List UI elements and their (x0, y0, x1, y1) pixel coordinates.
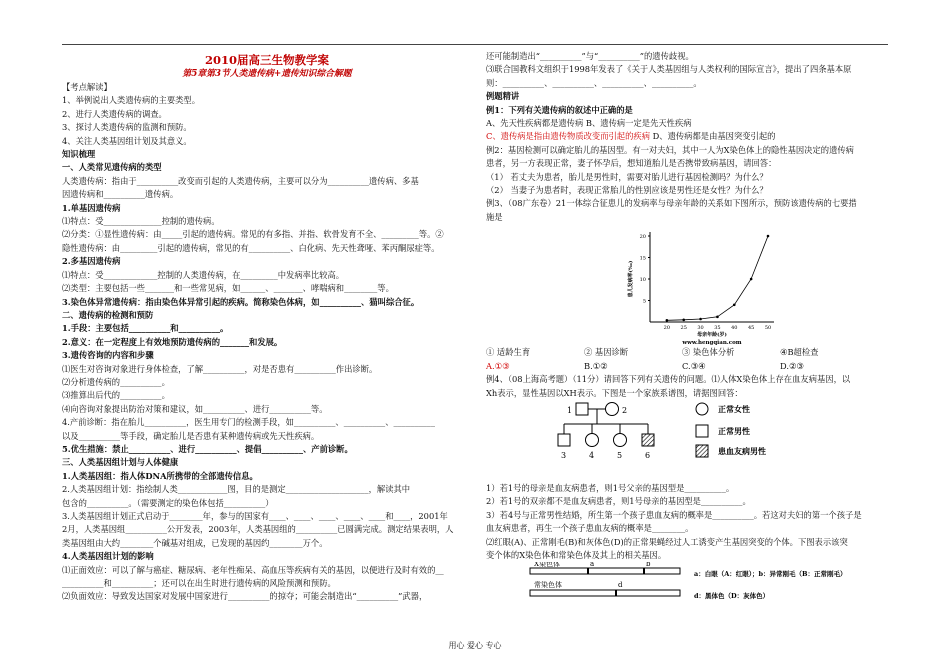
legend-female: 正常女性 (718, 403, 750, 414)
label-5: 5 (617, 450, 623, 460)
right-text-top (486, 50, 886, 224)
pedigree-4 (586, 433, 599, 446)
legend-male-icon (696, 425, 708, 437)
answer-a: A.①③ (486, 360, 510, 371)
x-tick-label: 20 (663, 325, 671, 332)
x-chrom-label: X染色体 (534, 562, 560, 569)
answer-b: B.①② (584, 360, 608, 371)
text-line: 【考点解读】 (62, 82, 112, 92)
watermark: www.hengqian.com (682, 340, 742, 347)
text-line: __________和__________；还可以在出生时进行遗传病的风险预测和预防。 (62, 578, 336, 589)
text-line: 例2：基因检测可以确定胎儿的基因型。有一对夫妇，其中一人为X染色体上的隐性基因决定的遗传病 (486, 144, 854, 155)
chromosome-svg (526, 562, 846, 618)
text-line: 2.人类基因组计划：指绘制人类____________图，目的是测定____________________，解读其中 (62, 484, 411, 495)
text-line: 患者，另一方表现正常，妻子怀孕后，想知道胎儿是否携带致病基因，请回答： (486, 158, 777, 169)
text-line: ⑵负面效应：导致发达国家对发展中国家进行__________的掠夺；可能会制造出“__________”武器， (62, 591, 428, 602)
text-line: 变个体的X染色体和常染色体及其上的相关基因。 (486, 549, 667, 560)
page-subtitle: 第5章第3节人类遗传病+遗传知识综合解题 (182, 69, 352, 79)
legend-female-icon (696, 403, 708, 415)
text-line: ⑵分析遗传病的__________。 (62, 376, 170, 387)
text-line: 2月，人类基因组__________公开发表，2003年，人类基因组的__________已圆满完成。测定结果表明，人 (62, 524, 454, 535)
pedigree-5 (614, 433, 627, 446)
text-line: 3.染色体异常遗传病：指由染色体异常引起的疾病。简称染色体病，如__________、猫叫综合征。 (62, 296, 420, 307)
text-line: 3）若4号与正常男性结婚，所生第一个孩子患血友病的概率是__________。若这对夫妇的第一个孩子是 (486, 509, 862, 520)
text-line: 2.意义：在一定程度上有效地预防遗传病的_______和发展。 (62, 336, 283, 347)
legend-affected-icon (696, 445, 708, 457)
text-line: 例1：下列有关遗传病的叙述中正确的是 (486, 104, 633, 115)
label-1: 1 (567, 405, 573, 415)
page-footer: 用心 爱心 专心 (448, 641, 502, 650)
legend-affected: 患血友病男性 (718, 445, 766, 456)
text-line: C、遗传病是指由遗传物质改变而引起的疾病 D、遗传病都是由基因突变引起的 (486, 131, 776, 142)
pedigree-3 (558, 434, 570, 446)
text-line: 包含的__________。（需要测定的染色体包括__________） (62, 497, 274, 508)
text-line: 1.手段：主要包括__________和__________。 (62, 323, 229, 334)
text-line: 3.遗传咨询的内容和步骤 (62, 350, 154, 361)
text-line: ⑴医生对咨询对象进行身体检查，了解__________，对是否患有__________作出诊断。 (62, 363, 378, 374)
text-line: ⑷向咨询对象提出防治对策和建议，如__________、进行__________等。 (62, 403, 328, 414)
text-line: 知识梳理 (62, 149, 96, 160)
text-line: 1）若1号的母亲是血友病患者，则1号父亲的基因型是__________。 (486, 482, 735, 493)
option-2: ② 基因诊断 (584, 347, 629, 358)
text-line: 三、人类基因组计划与人体健康 (62, 457, 179, 468)
text-line: （2） 当妻子为患者时，表现正常胎儿的性别应该是男性还是女性？为什么？ (486, 185, 768, 196)
text-line: 一、人类常见遗传病的类型 (62, 162, 162, 173)
answer-d: D.②③ (780, 360, 804, 371)
data-point (733, 304, 736, 307)
x-tick-label: 35 (714, 325, 721, 332)
left-text-block (62, 81, 472, 604)
data-point (750, 278, 753, 281)
age-incidence-graph (616, 224, 786, 346)
text-line: ⑵类型：主要包括一些_______和一些常见病，如______、_______、哮喘病和________等。 (62, 283, 394, 294)
text-line: 2.多基因遗传病 (62, 256, 121, 267)
answer-c: C.③④ (682, 360, 706, 371)
chromosome-diagram (526, 562, 846, 618)
pedigree-svg (506, 400, 836, 482)
text-line: 2）若1号的双亲都不是血友病患者，则1号母亲的基因型是__________。 (486, 496, 751, 507)
page-title: 2010届高三生物教学案 (204, 53, 329, 67)
text-line: 类基因组由大约________个碱基对组成，已发现的基因约________万个。 (62, 537, 328, 548)
x-chromosome (530, 568, 680, 574)
graph-svg (616, 224, 786, 346)
text-line: 例3、（08广东卷）21一体综合征患儿的发病率与母亲年龄的关系如下图所示，预防该遗传病的七要措 (486, 198, 857, 209)
y-tick-label: 20 (639, 234, 646, 241)
text-line: 因遗传病和__________遗传病。 (62, 189, 179, 200)
text-line: ⑴特点：受______________控制的遗传病。 (62, 216, 220, 227)
data-point (682, 319, 685, 322)
example3-answers (486, 360, 886, 373)
label-3: 3 (561, 450, 567, 460)
x-tick-label: 45 (747, 325, 755, 332)
option-3: ③ 染色体分析 (682, 347, 735, 358)
gene-b: b (646, 562, 651, 569)
text-line: 4.产前诊断：指在胎儿__________，医生用专门的检测手段，如__________、__________、__________ (62, 417, 435, 428)
incidence-curve (667, 236, 768, 320)
text-line: ⑶推算出后代的__________。 (62, 390, 170, 401)
gene-a: a (590, 562, 595, 569)
text-line: 1.人类基因组：指人体DNA所携带的全部遗传信息。 (62, 470, 258, 481)
data-point (716, 316, 719, 319)
text-line: 3.人类基因组计划正式启动于________年，参与的国家有____、____、____、____、____和____，2001年 (62, 511, 448, 521)
y-axis-label: 患儿发病率(‰) (628, 260, 634, 298)
pedigree-6 (642, 434, 654, 446)
x-axis-label: 母亲年龄(岁) (697, 332, 727, 339)
text-line: 隐性遗传病：由_________引起的遗传病，常见的有__________、白化病、先天性聋哑、苯丙酮尿症等。 (62, 242, 440, 253)
chrom-legend-1: a：白眼（A：红眼）；b：异常刚毛（B：正常刚毛） (694, 570, 846, 579)
text-line: 4、关注人类基因组计划及其意义。 (62, 135, 192, 146)
right-text-mid (486, 373, 886, 400)
text-line: 还可能制造出“__________”与“__________”的遗传歧视。 (486, 51, 694, 61)
gene-d: d (618, 581, 623, 590)
text-line: 则：__________、__________、__________、__________。 (486, 77, 702, 88)
example3-options (486, 346, 886, 359)
x-tick-label: 25 (680, 325, 687, 332)
x-tick-label: 50 (764, 325, 772, 332)
data-point (666, 319, 669, 322)
text-line: 施是 (486, 211, 503, 222)
legend-male: 正常男性 (718, 425, 750, 436)
text-line: 例题精讲 (486, 91, 520, 102)
text-line: ⑴特点：受_____________控制的人类遗传病，在_________中发病率比较高。 (62, 269, 345, 280)
data-point (699, 318, 702, 321)
option-1: ① 适龄生育 (486, 347, 531, 358)
text-line: ⑵分类：①显性遗传病：由_____引起的遗传病。常见的有多指、并指、软骨发育不全、_________等。② (62, 229, 444, 240)
text-line: 例4、（08上海高考题）（11分）请回答下列有关遗传的问题。⑴人体X染色体上存在血友病基因，以 (486, 374, 851, 385)
text-line: ⑶联合国教科文组织于1998年发表了《关于人类基因组与人类权利的国际宣言》，提出了四条基本原 (486, 64, 852, 75)
text-line: ⑵红眼(A)、正常刚毛(B)和灰体色(D)的正常果蝇经过人工诱变产生基因突变的个体。下图表示该突 (486, 536, 848, 547)
chrom-legend-2: d：黑体色（D：灰体色） (694, 592, 770, 601)
x-tick-label: 30 (697, 325, 704, 332)
left-column (62, 50, 472, 604)
data-point (767, 235, 770, 238)
label-4: 4 (589, 450, 595, 460)
right-column (486, 50, 886, 618)
text-line: 人类遗传病：指由于__________改变而引起的人类遗传病，主要可以分为__________遗传病、多基 (62, 175, 419, 186)
text-line: Xh表示，显性基因以XH表示。下图是一个家族系谱图，请据图回答： (486, 387, 743, 398)
text-line: 2、进行人类遗传病的调查。 (62, 108, 167, 119)
text-line: 二、遗传病的检测和预防 (62, 309, 154, 320)
text-line: （1） 若丈夫为患者，胎儿是男性时，需要对胎儿进行基因检测吗？为什么？ (486, 171, 768, 182)
y-tick-label: 10 (639, 277, 646, 284)
text-line: ⑴正面效应：可以了解与癌症、糖尿病、老年性痴呆、高血压等疾病有关的基因，以便进行及时有效的__ (62, 564, 444, 575)
label-2: 2 (622, 405, 628, 415)
autosome-label: 常染色体 (534, 581, 562, 590)
text-line: 1、举例说出人类遗传病的主要类型。 (62, 95, 201, 106)
y-tick-label: 15 (639, 255, 646, 262)
pedigree-1 (576, 403, 588, 415)
label-6: 6 (645, 450, 651, 460)
text-line: 血友病患者，再生一个孩子患血友病的概率是________。 (486, 523, 694, 534)
text-line: 4.人类基因组计划的影响 (62, 551, 154, 562)
y-tick-label: 5 (642, 298, 646, 305)
text-line: 以及__________等手段，确定胎儿是否患有某种遗传病或先天性疾病。 (62, 430, 320, 441)
right-text-bottom (486, 482, 886, 562)
x-tick-label: 40 (731, 325, 738, 332)
text-line: 3、探讨人类遗传病的监测和预防。 (62, 122, 192, 133)
pedigree-2 (606, 402, 619, 415)
pedigree-chart (506, 400, 836, 482)
option-4: ④B超检查 (780, 347, 819, 358)
text-line: 5.优生措施：禁止__________、进行__________、提倡__________、产前诊断。 (62, 443, 353, 454)
text-line: 1.单基因遗传病 (62, 202, 121, 213)
autosome (530, 590, 680, 596)
header-rule (62, 44, 888, 45)
text-line: A、先天性疾病都是遗传病 B、遗传病一定是先天性疾病 (486, 118, 692, 129)
